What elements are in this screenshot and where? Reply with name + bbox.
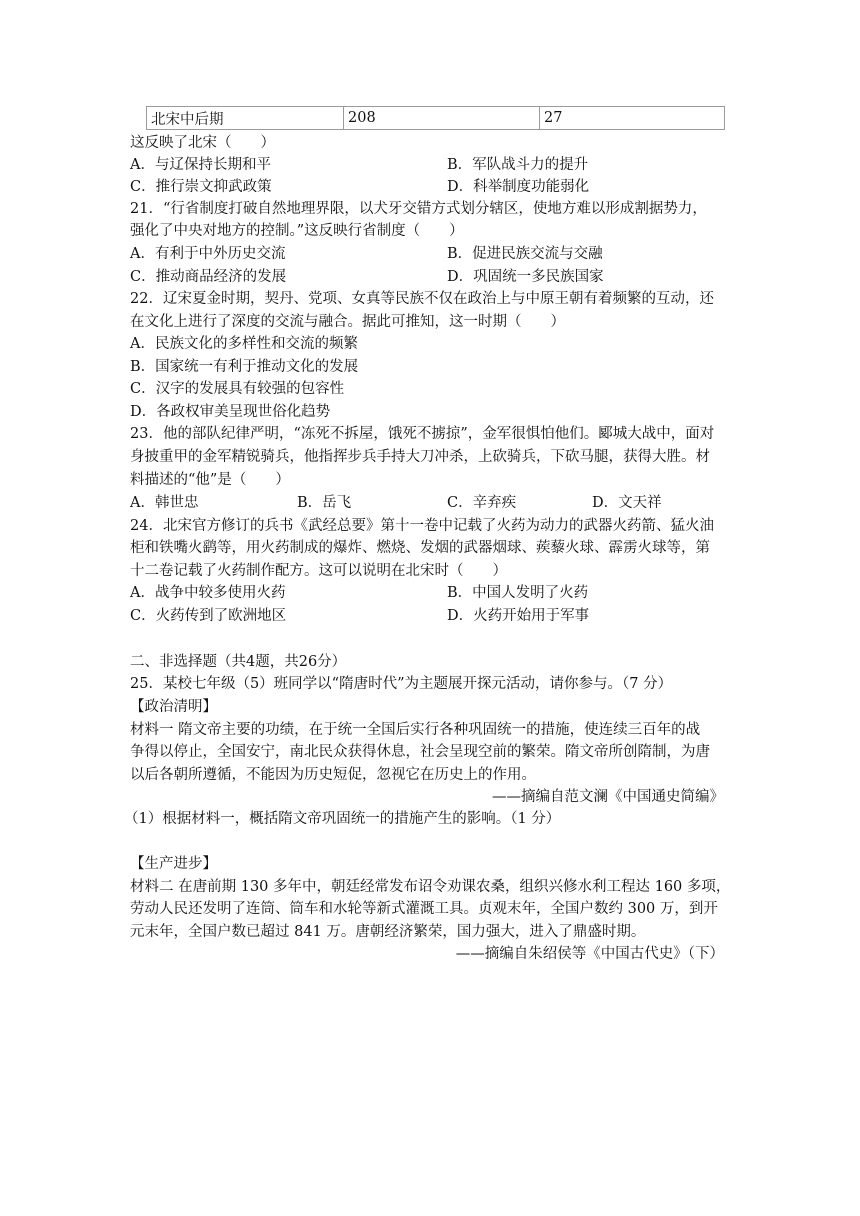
option-b: B．国家统一有利于推动文化的发展 <box>130 359 359 375</box>
material-text: 以后各朝所遵循，不能因为历史短促，忽视它在历史上的作用。 <box>130 767 536 783</box>
option-a: A．与辽保持长期和平 <box>130 157 271 173</box>
sub-question: （1）根据材料一，概括隋文帝巩固统一的措施产生的影响。（1 分） <box>124 811 561 827</box>
question-stem: 25．某校七年级（5）班同学以“隋唐时代”为主题展开探元活动，请你参与。（7 分） <box>130 676 673 692</box>
option-b: B．岳飞 <box>297 495 352 511</box>
table-cell: 208 <box>344 107 540 130</box>
option-a: A．有利于中外历史交流 <box>130 246 286 262</box>
question-text: 21．“行省制度打破自然地理界限，以犬牙交错方式划分辖区，使地方难以形成割据势力， <box>130 201 707 217</box>
option-c: C．推动商品经济的发展 <box>130 269 287 285</box>
material-text: 争得以停止，全国安宁，南北民众获得休息，社会呈现空前的繁荣。隋文帝所创隋制，为唐 <box>130 744 710 760</box>
table-cell: 27 <box>540 107 725 130</box>
option-d: D．火药开始用于军事 <box>447 608 590 624</box>
option-c: C．推行崇文抑武政策 <box>130 179 272 195</box>
option-d: D．科举制度功能弱化 <box>447 179 590 195</box>
question-text: 十二卷记载了火药制作配方。这可以说明在北宋时（ ） <box>130 563 507 579</box>
option-d: D．文天祥 <box>592 495 662 511</box>
subsection-heading: 【政治清明】 <box>130 699 217 715</box>
option-d: D．各政权审美呈现世俗化趋势 <box>130 404 331 420</box>
question-text: 在文化上进行了深度的交流与融合。据此可推知，这一时期（ ） <box>130 314 565 330</box>
data-table <box>146 106 725 130</box>
option-a: A．战争中较多使用火药 <box>130 585 286 601</box>
material-text: 材料二 在唐前期 130 多年中，朝廷经常发布诏令劝课农桑，组织兴修水利工程达 160 多项， <box>130 879 731 895</box>
material-source: ——摘编自范文澜《中国通史简编》 <box>492 789 724 805</box>
option-b: B．促进民族交流与交融 <box>447 246 603 262</box>
material-text: 材料一 隋文帝主要的功绩，在于统一全国后实行各种巩固统一的措施，使连续三百年的战 <box>130 722 701 738</box>
question-text: 身披重甲的金军精锐骑兵，他指挥步兵手持大刀冲杀，上砍骑兵，下砍马腿，获得大胜。材 <box>130 449 710 465</box>
material-text: 劳动人民还发明了连筒、筒车和水轮等新式灌溉工具。贞观末年，全国户数约 300 万，到开 <box>130 901 718 917</box>
question-text: 柜和铁嘴火鹞等，用火药制成的爆炸、燃烧、发烟的武器烟球、蒺藜火球、霹雳火球等，第 <box>130 540 710 556</box>
option-d: D．巩固统一多民族国家 <box>447 269 604 285</box>
question-text: 强化了中央对地方的控制。”这反映行省制度（ ） <box>130 223 464 239</box>
option-a: A．民族文化的多样性和交流的频繁 <box>130 336 358 352</box>
option-c: C．火药传到了欧洲地区 <box>130 608 287 624</box>
option-c: C．辛弃疾 <box>447 495 517 511</box>
question-text: 24．北宋官方修订的兵书《武经总要》第十一卷中记载了火药为动力的武器火药箭、猛火油 <box>130 518 714 534</box>
section-heading: 二、非选择题（共4题，共26分） <box>130 654 347 670</box>
question-text: 22．辽宋夏金时期，契丹、党项、女真等民族不仅在政治上与中原王朝有着频繁的互动，还 <box>130 291 714 307</box>
question-text: 料描述的“他”是（ ） <box>130 472 290 488</box>
option-a: A．韩世忠 <box>130 495 199 511</box>
option-c: C．汉字的发展具有较强的包容性 <box>130 381 345 397</box>
option-b: B．军队战斗力的提升 <box>447 157 589 173</box>
material-text: 元末年，全国户数已超过 841 万。唐朝经济繁荣，国力强大，进入了鼎盛时期。 <box>130 924 646 940</box>
question-stem: 这反映了北宋（ ） <box>130 135 275 151</box>
table-row <box>147 107 725 130</box>
question-text: 23．他的部队纪律严明，“冻死不拆屋，饿死不掳掠”，金军很惧怕他们。郾城大战中，面对 <box>130 426 715 442</box>
material-source: ——摘编自朱绍侯等《中国古代史》（下） <box>455 946 724 962</box>
table-cell: 北宋中后期 <box>147 107 344 130</box>
subsection-heading: 【生产进步】 <box>130 856 217 872</box>
option-b: B．中国人发明了火药 <box>447 585 589 601</box>
